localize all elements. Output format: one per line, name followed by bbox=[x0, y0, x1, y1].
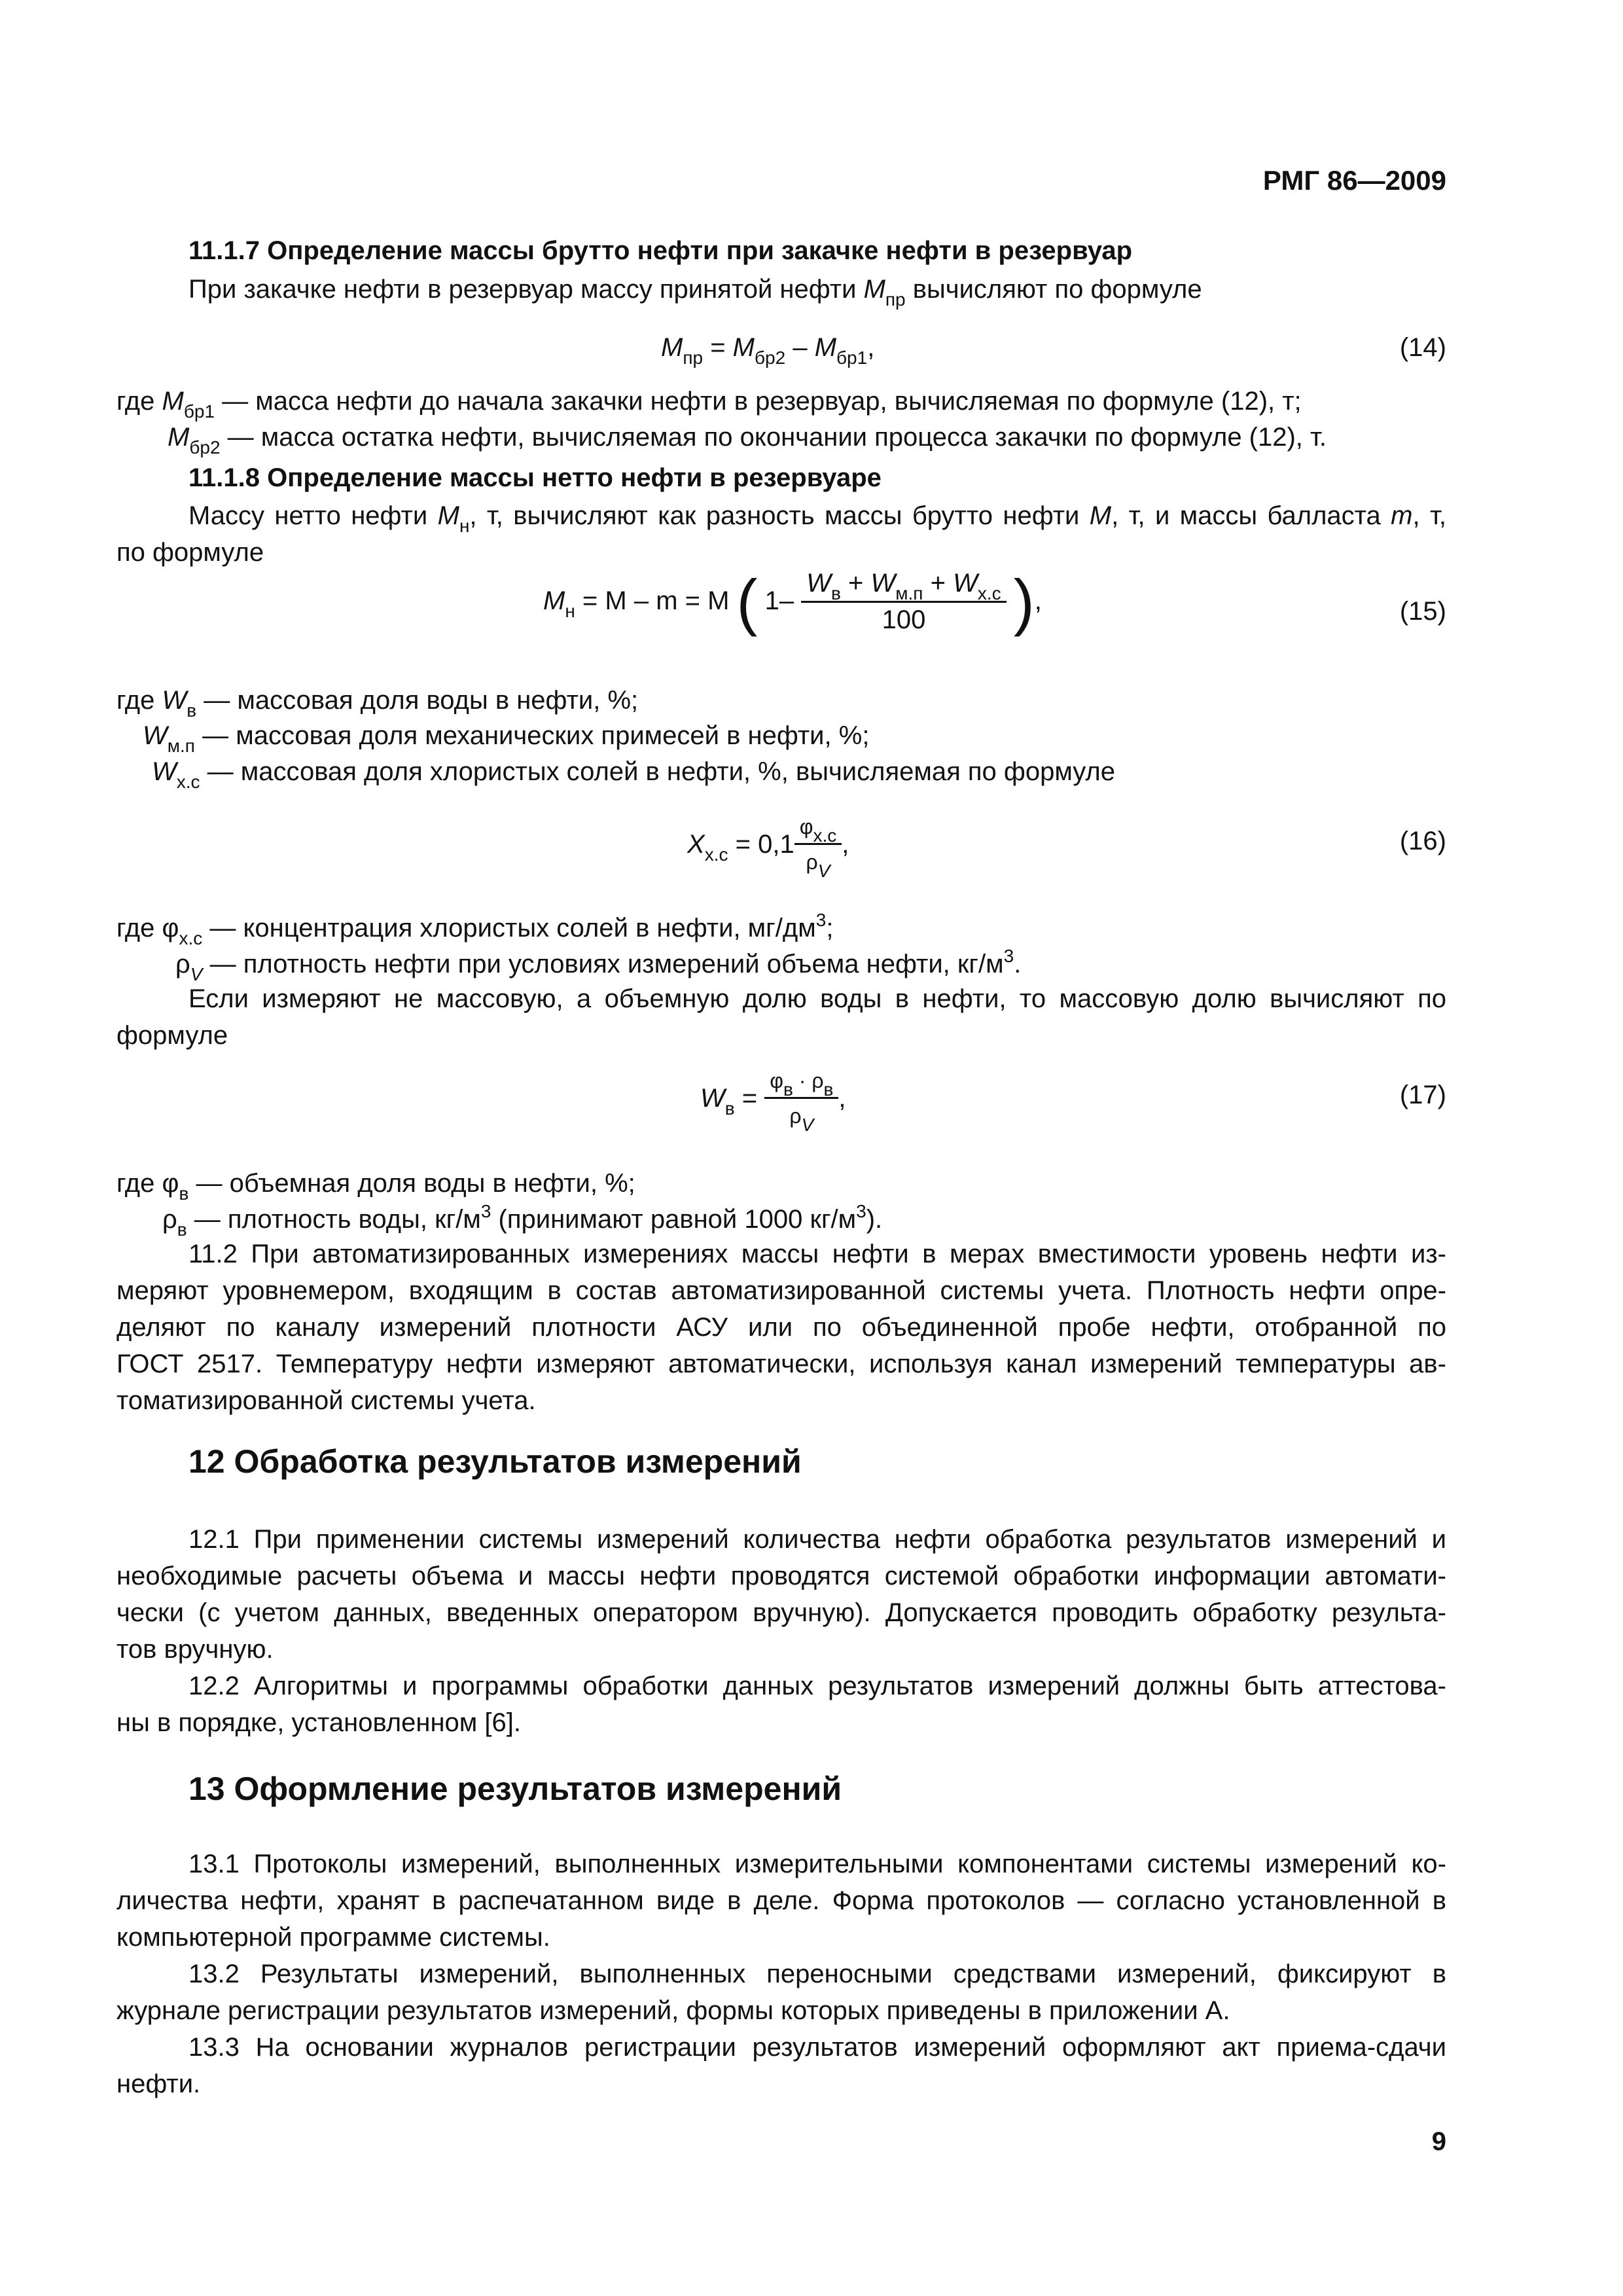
fraction-15: $\frac{W_в + W_{м.п} + W_{х.с}}{100}$ bbox=[801, 568, 1006, 637]
where-w-mp: $W_{м.п}$ — массовая доля механических примесей в нефти, %; bbox=[143, 721, 870, 756]
paragraph-12-2: 12.2 Алгоритмы и программы обработки данных результатов измерений должны быть аттестова- ны в порядке, установленном [6]. bbox=[116, 1672, 1446, 1737]
where-phi-xs: где $\varphi_{х.с}$ — концентрация хлористых солей в нефти, $мг/дм^3$; bbox=[116, 910, 834, 948]
where-rho-v: $\rho_V$ — плотность нефти при условиях измерений объема нефти, $кг/м^3$. bbox=[175, 946, 1022, 984]
page-number: 9 bbox=[1431, 2127, 1446, 2156]
equation-number-15: (15) bbox=[1399, 597, 1446, 626]
equation-number-14: (14) bbox=[1399, 333, 1446, 362]
section-title-12: 12 Обработка результатов измерений bbox=[188, 1443, 802, 1480]
equation-15: $M_н = M - m = M$ ( 1– $\frac{W_в + W_{м.п} + W_{х.с}}{100}$ ), bbox=[543, 567, 1042, 637]
section-title-13: 13 Оформление результатов измерений bbox=[188, 1770, 842, 1807]
paragraph-volume-share: Если измеряют не массовую, а объемную долю воды в нефти, то массовую долю вычисляют по формуле bbox=[116, 984, 1446, 1050]
where-w-v: где $W_в$ — массовая доля воды в нефти, %; bbox=[116, 686, 639, 721]
paragraph-12-1: 12.1 При применении системы измерений количества нефти обработка результатов измерений и необходимые расчеты объема и массы нефти проводятся системой обработки информации автомати- чески (с учетом данных, введенных оператором вручную). Допускается проводить обработку результа- тов вручную. bbox=[116, 1525, 1446, 1664]
paragraph-11-1-7: При закачке нефти в резервуар массу принятой нефти $M_{пр}$ вычисляют по формуле bbox=[188, 275, 1202, 310]
where-rho-water: $\rho_в$ — плотность воды, $кг/м^3$ (принимают равной 1000 $кг/м^3$). bbox=[162, 1201, 883, 1240]
document-code: РМГ 86—2009 bbox=[1262, 165, 1446, 196]
equation-17: $W_в$ = $\frac{\varphi в \cdot \rho в}{\rho V}$ , bbox=[700, 1066, 846, 1134]
subsection-title-11-1-7: 11.1.7 Определение массы брутто нефти при закачке нефти в резервуар bbox=[188, 236, 1133, 265]
paragraph-11-1-8: Массу нетто нефти $M_н$, т, вычисляют как разность массы брутто нефти M, т, и массы балласта m, т, по формуле bbox=[116, 501, 1446, 567]
equation-14: $M_{пр} = M_{бр2} - M_{бр1}$, bbox=[661, 333, 875, 368]
where-line-1: где $M_{бр1}$ — масса нефти до начала закачки нефти в резервуар, вычисляемая по формуле (12), т; bbox=[116, 387, 1302, 422]
paragraph-11-2: 11.2 При автоматизированных измерениях массы нефти в мерах вместимости уровень нефти из- меряют уровнемером, входящим в состав автоматизированной системы учета. Плотность нефти опре- деляют по каналу измерений плотности АСУ или по объединенной пробе нефти, отобранной по ГОСТ 2517. Температуру нефти измеряют автоматически, используя канал измерений температуры ав- томатизированной системы учета. bbox=[116, 1240, 1446, 1415]
where-line-2: $M_{бр2}$ — масса остатка нефти, вычисляемая по окончании процесса закачки по формуле (12), т. bbox=[168, 423, 1327, 457]
where-phi-v: где $\varphi_в$ — объемная доля воды в нефти, %; bbox=[116, 1169, 635, 1204]
paragraph-13-2: 13.2 Результаты измерений, выполненных переносными средствами измерений, фиксируют в журнале регистрации результатов измерений, формы которых приведены в приложении А. bbox=[116, 1960, 1446, 2025]
paragraph-13-1: 13.1 Протоколы измерений, выполненных измерительными компонентами системы измерений ко- личества нефти, хранят в распечатанном виде в деле. Форма протоколов — согласно установленной в компьютерной программе системы. bbox=[116, 1850, 1446, 1952]
subsection-title-11-1-8: 11.1.8 Определение массы нетто нефти в резервуаре bbox=[188, 463, 882, 492]
paragraph-13-3: 13.3 На основании журналов регистрации результатов измерений оформляют акт приема-сдачи нефти. bbox=[116, 2033, 1446, 2098]
where-w-xs: $W_{х.с}$ — массовая доля хлористых солей в нефти, %, вычисляемая по формуле bbox=[152, 757, 1115, 792]
equation-16: $X_{х.с} = 0,1$ $\frac{\varphi х.с}{\rho V}$ , bbox=[687, 812, 849, 880]
equation-number-16: (16) bbox=[1399, 827, 1446, 855]
equation-number-17: (17) bbox=[1399, 1081, 1446, 1109]
